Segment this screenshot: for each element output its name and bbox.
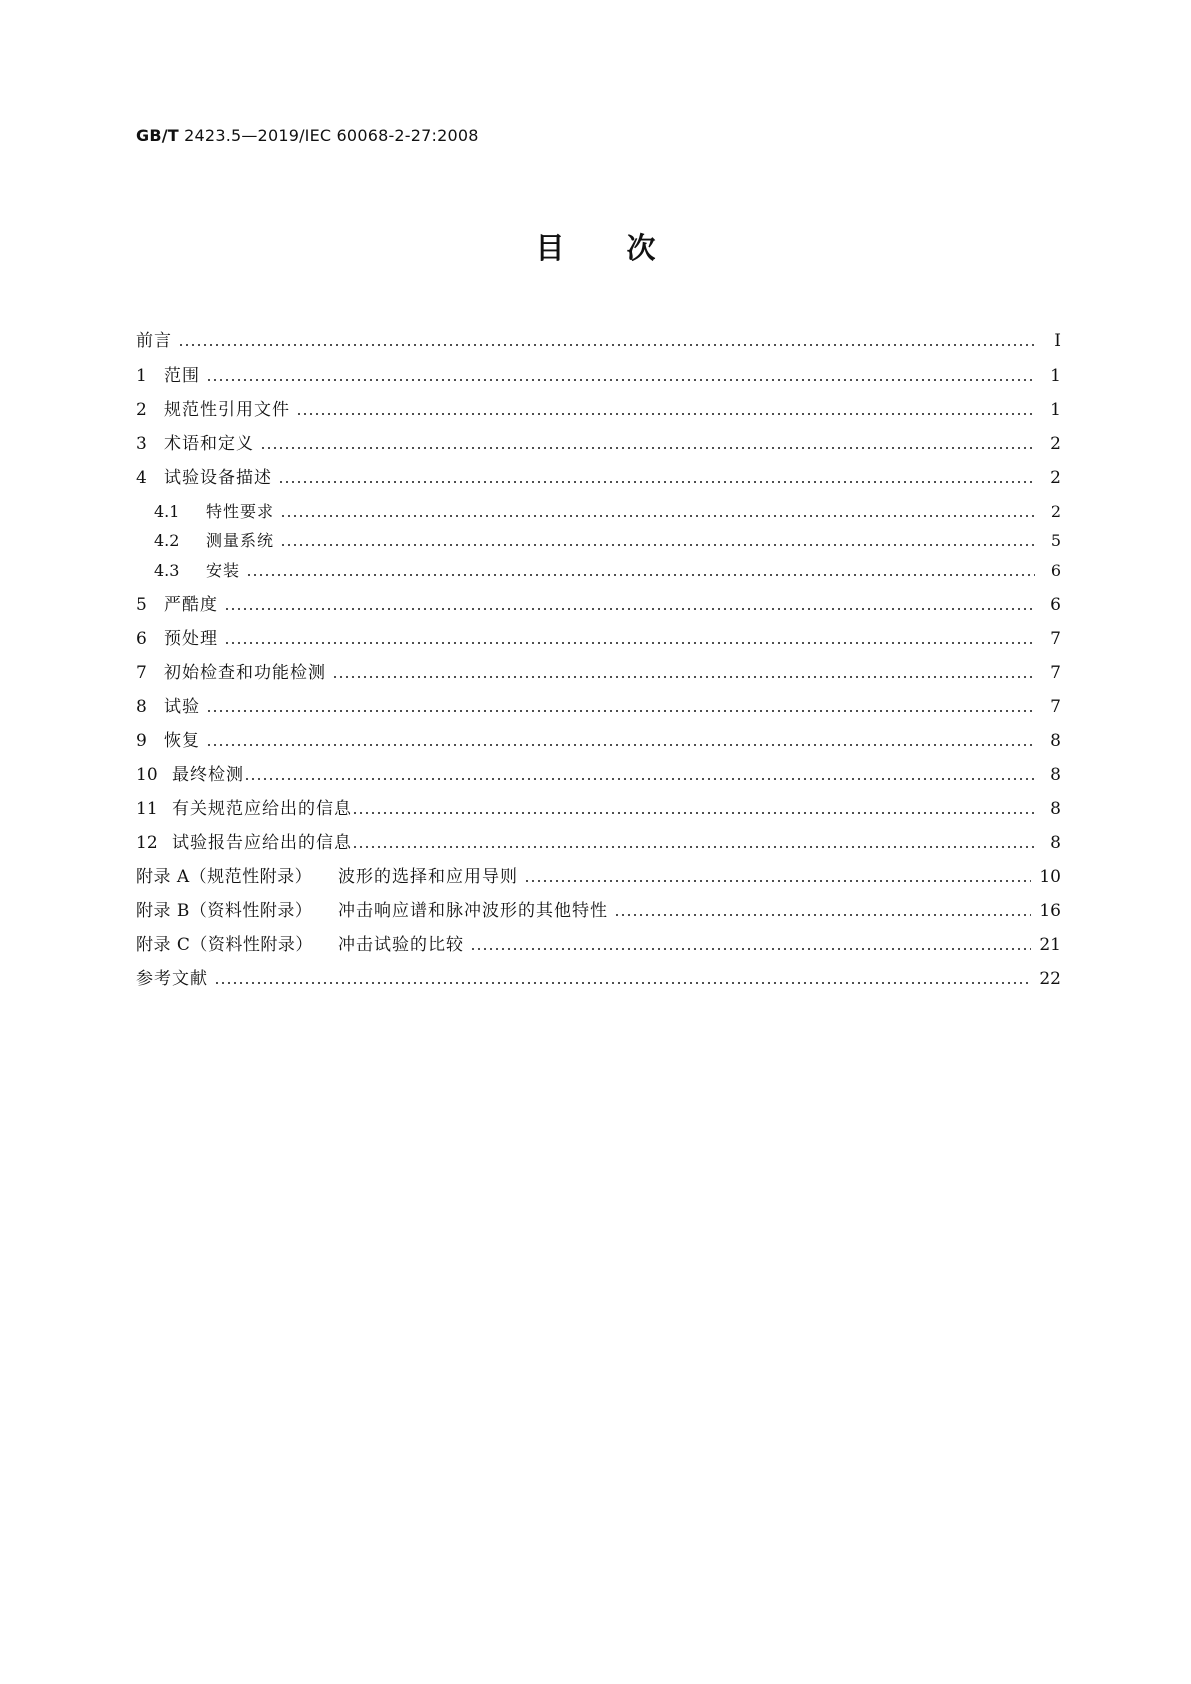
toc-leader-dots	[260, 447, 1035, 449]
toc-entry-label: 参考文献	[136, 969, 208, 989]
toc-entry-annex-a[interactable]	[136, 864, 1061, 890]
toc-leader-dots	[178, 344, 1035, 346]
toc-leader-dots	[280, 515, 1035, 517]
toc-entry-final-measurements[interactable]	[136, 762, 1061, 788]
toc-entry-label: 特性要求	[206, 502, 275, 521]
toc-leader-dots	[224, 642, 1035, 644]
toc-entry-page: 21	[1039, 935, 1061, 955]
toc-entry-page: 10	[1039, 867, 1061, 887]
toc-entry-terms-definitions[interactable]	[136, 431, 1061, 457]
toc-entry-page: 8	[1050, 799, 1061, 819]
toc-entry-label: 前言	[136, 331, 172, 351]
toc-entry-mounting[interactable]	[136, 558, 1061, 584]
toc-entry-foreword[interactable]	[136, 328, 1061, 354]
toc-entry-page: 16	[1039, 901, 1061, 921]
toc-entry-page: 8	[1050, 731, 1061, 751]
toc-entry-annex-b[interactable]	[136, 898, 1061, 924]
toc-entry-label: 试验	[164, 697, 200, 717]
toc-entry-label: 波形的选择和应用导则	[338, 867, 518, 887]
toc-entry-number: 4.3	[154, 561, 180, 580]
toc-leader-dots	[352, 812, 1035, 814]
toc-entry-label: 恢复	[164, 731, 200, 751]
toc-entry-page: Ⅰ	[1054, 331, 1061, 351]
toc-leader-dots	[524, 880, 1031, 882]
toc-entry-number: 附录 B（资料性附录）	[136, 901, 313, 921]
toc-entry-recovery[interactable]	[136, 728, 1061, 754]
toc-leader-dots	[352, 846, 1035, 848]
toc-entry-label: 试验设备描述	[164, 468, 272, 488]
toc-entry-page: 22	[1039, 969, 1061, 989]
toc-entry-label: 范围	[164, 366, 200, 386]
toc-entry-number: 附录 A（规范性附录）	[136, 867, 313, 887]
toc-leader-dots	[224, 608, 1035, 610]
toc-entry-number: 6	[136, 629, 147, 649]
toc-entry-number: 7	[136, 663, 147, 683]
toc-entry-page: 8	[1050, 833, 1061, 853]
standard-code-prefix: GB/T	[136, 126, 179, 145]
toc-entry-test-report[interactable]	[136, 830, 1061, 856]
toc-entry-label: 有关规范应给出的信息	[172, 799, 352, 819]
toc-leader-dots	[278, 481, 1035, 483]
toc-leader-dots	[206, 744, 1035, 746]
toc-entry-number: 9	[136, 731, 147, 751]
toc-entry-label: 术语和定义	[164, 434, 254, 454]
toc-entry-number: 12	[136, 833, 158, 853]
toc-entry-number: 1	[136, 366, 147, 386]
toc-entry-test-apparatus[interactable]	[136, 465, 1061, 491]
toc-entry-initial-measurements[interactable]	[136, 660, 1061, 686]
toc-entry-number: 4.1	[154, 502, 180, 521]
toc-leader-dots	[614, 914, 1031, 916]
toc-entry-number: 3	[136, 434, 147, 454]
toc-entry-scope[interactable]	[136, 363, 1061, 389]
toc-entry-label: 初始检查和功能检测	[164, 663, 326, 683]
toc-entry-page: 1	[1050, 366, 1061, 386]
toc-entry-preconditioning[interactable]	[136, 626, 1061, 652]
standard-code-number: 2423.5—2019/IEC 60068-2-27:2008	[178, 126, 479, 145]
toc-entry-normative-references[interactable]	[136, 397, 1061, 423]
toc-leader-dots	[244, 778, 1035, 780]
page-title: 目次	[535, 231, 718, 265]
toc-leader-dots	[206, 379, 1035, 381]
toc-entry-label: 试验报告应给出的信息	[172, 833, 352, 853]
toc-entry-page: 5	[1050, 531, 1061, 550]
toc-entry-label: 测量系统	[206, 531, 275, 550]
toc-entry-label: 冲击试验的比较	[338, 935, 464, 955]
toc-entry-page: 1	[1050, 400, 1061, 420]
toc-entry-page: 6	[1050, 595, 1061, 615]
toc-entry-page: 7	[1050, 629, 1061, 649]
toc-entry-characteristics[interactable]	[136, 499, 1061, 525]
toc-entry-label: 安装	[206, 561, 241, 580]
toc-entry-number: 10	[136, 765, 158, 785]
toc-leader-dots	[214, 982, 1031, 984]
toc-entry-testing[interactable]	[136, 694, 1061, 720]
toc-entry-label: 规范性引用文件	[164, 400, 290, 420]
toc-entry-number: 11	[136, 799, 158, 819]
toc-entry-page: 8	[1050, 765, 1061, 785]
toc-entry-page: 7	[1050, 697, 1061, 717]
toc-entry-number: 4	[136, 468, 147, 488]
toc-leader-dots	[296, 413, 1035, 415]
toc-entry-page: 7	[1050, 663, 1061, 683]
toc-entry-label: 冲击响应谱和脉冲波形的其他特性	[338, 901, 608, 921]
toc-leader-dots	[206, 710, 1035, 712]
toc-leader-dots	[470, 948, 1031, 950]
toc-entry-page: 2	[1050, 502, 1061, 521]
toc-entry-number: 4.2	[154, 531, 180, 550]
toc-entry-page: 6	[1050, 561, 1061, 580]
toc-entry-label: 最终检测	[172, 765, 244, 785]
toc-leader-dots	[246, 574, 1035, 576]
standard-code-header	[136, 126, 479, 145]
toc-entry-annex-c[interactable]	[136, 932, 1061, 958]
toc-entry-bibliography[interactable]	[136, 966, 1061, 992]
toc-entry-number: 附录 C（资料性附录）	[136, 935, 313, 955]
toc-entry-measuring-system[interactable]	[136, 528, 1061, 554]
toc-entry-number: 2	[136, 400, 147, 420]
toc-leader-dots	[332, 676, 1035, 678]
toc-entry-page: 2	[1050, 468, 1061, 488]
toc-entry-number: 5	[136, 595, 147, 615]
toc-entry-label: 预处理	[164, 629, 218, 649]
toc-entry-relevant-specification[interactable]	[136, 796, 1061, 822]
toc-entry-label: 严酷度	[164, 595, 218, 615]
toc-entry-severities[interactable]	[136, 592, 1061, 618]
toc-leader-dots	[280, 544, 1035, 546]
toc-entry-page: 2	[1050, 434, 1061, 454]
toc-entry-number: 8	[136, 697, 147, 717]
